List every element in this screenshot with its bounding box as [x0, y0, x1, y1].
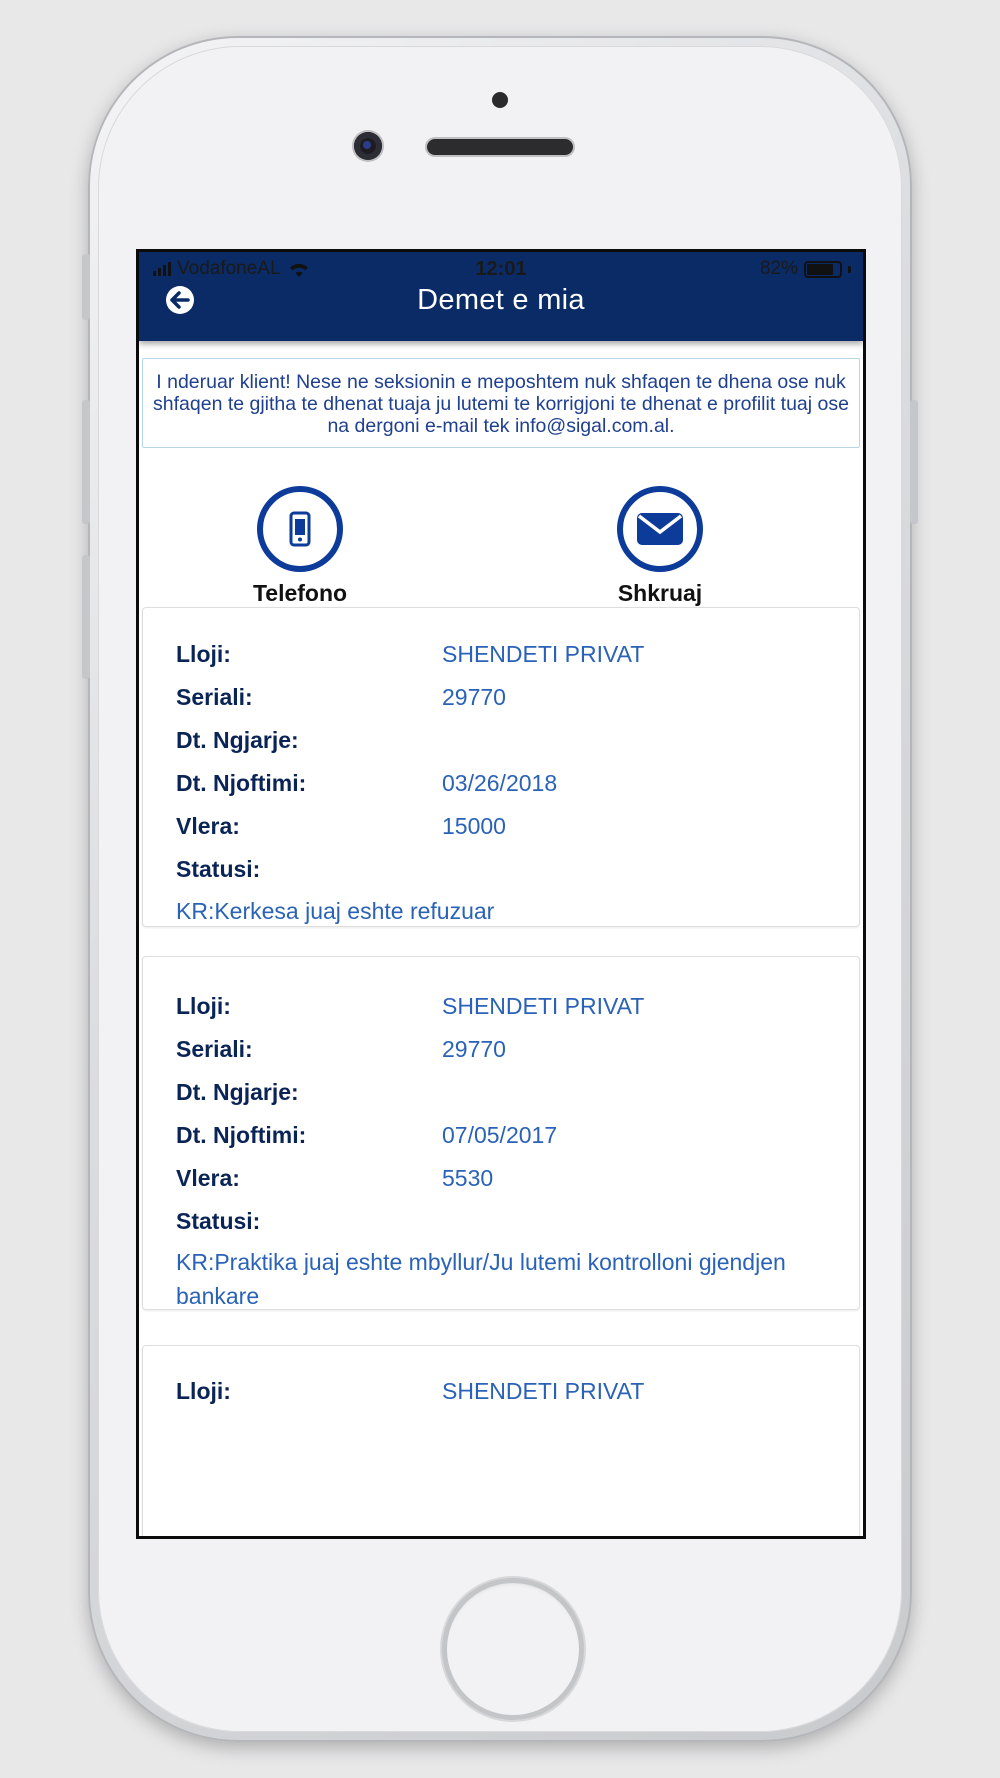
claim-event-date-label: Dt. Ngjarje: [176, 727, 299, 753]
front-camera [354, 132, 382, 160]
claim-status-label: Statusi: [176, 856, 261, 882]
battery-icon [804, 261, 842, 278]
claim-type-label: Lloji: [176, 641, 231, 667]
page-title: Demet e mia [417, 284, 585, 316]
claim-status-row [176, 856, 839, 886]
side-button-silent [82, 254, 90, 320]
claim-status-text: KR:Praktika juaj eshte mbyllur/Ju lutemi kontrolloni gjendjen bankare [176, 1249, 786, 1309]
claim-card[interactable] [142, 956, 860, 1310]
status-bar [139, 258, 863, 282]
claim-notify-date-label: Dt. Njoftimi: [176, 1122, 307, 1148]
claim-event-date-row [176, 727, 839, 757]
phone-icon [257, 486, 343, 572]
claim-status-label: Statusi: [176, 1208, 261, 1234]
claim-type-value: SHENDETI PRIVAT [442, 1378, 645, 1404]
email-label: Shkruaj [617, 580, 703, 606]
claim-type-row [176, 993, 839, 1023]
claim-value-row [176, 813, 839, 843]
claim-value-amount: 15000 [442, 813, 506, 839]
screen [136, 249, 866, 1539]
claim-event-date-label: Dt. Ngjarje: [176, 1079, 299, 1105]
claim-notify-date-row [176, 770, 839, 800]
claim-serial-label: Seriali: [176, 1036, 253, 1062]
contact-actions [139, 486, 863, 606]
claim-type-row [176, 1378, 839, 1408]
claim-notify-date-label: Dt. Njoftimi: [176, 770, 307, 796]
claim-type-row [176, 641, 839, 671]
claim-serial-row [176, 1036, 839, 1066]
home-button[interactable] [442, 1578, 584, 1720]
proximity-sensor [492, 92, 508, 108]
notice-box: I nderuar klient! Nese ne seksionin e meposhtem nuk shfaqen te dhena ose nuk shfaqen te gjitha te dhenat tuaja ju lutemi te korrigjoni te dhenat e profilit tuaj ose na dergoni e-mail tek info@sigal.com.al. [142, 358, 860, 448]
claim-event-date-row [176, 1079, 839, 1109]
side-button-power [910, 400, 918, 524]
status-time: 12:01 [475, 258, 527, 280]
content [139, 341, 863, 1536]
battery [760, 258, 851, 280]
claim-value-amount: 5530 [442, 1165, 494, 1191]
claim-status-row [176, 1208, 839, 1238]
claim-card[interactable] [142, 607, 860, 927]
side-button-volume-down [82, 555, 90, 679]
claim-type-label: Lloji: [176, 993, 231, 1019]
battery-percent: 82% [759, 258, 798, 279]
claim-notify-date-value: 03/26/2018 [442, 770, 558, 796]
call-button[interactable] [215, 486, 385, 607]
claim-type-value: SHENDETI PRIVAT [442, 641, 645, 667]
claim-serial-label: Seriali: [176, 684, 253, 710]
claim-serial-value: 29770 [442, 1036, 506, 1062]
claim-serial-value: 29770 [442, 684, 506, 710]
claim-type-label: Lloji: [176, 1378, 231, 1404]
claim-notify-date-value: 07/05/2017 [442, 1122, 558, 1148]
claim-status-text: KR:Kerkesa juaj eshte refuzuar [176, 898, 495, 924]
call-label: Telefono [252, 580, 348, 606]
claim-type-value: SHENDETI PRIVAT [442, 993, 645, 1019]
earpiece-speaker [427, 139, 573, 155]
side-button-volume-up [82, 400, 90, 524]
claim-value-label: Vlera: [176, 813, 240, 839]
claim-notify-date-row [176, 1122, 839, 1152]
carrier-name: VodafoneAL [177, 258, 281, 279]
claim-value-row [176, 1165, 839, 1195]
claim-serial-row [176, 684, 839, 714]
app-screen [139, 252, 863, 1536]
email-button[interactable] [575, 486, 745, 607]
claim-value-label: Vlera: [176, 1165, 240, 1191]
app-header [139, 252, 863, 341]
claim-card[interactable] [142, 1345, 860, 1536]
envelope-icon [617, 486, 703, 572]
